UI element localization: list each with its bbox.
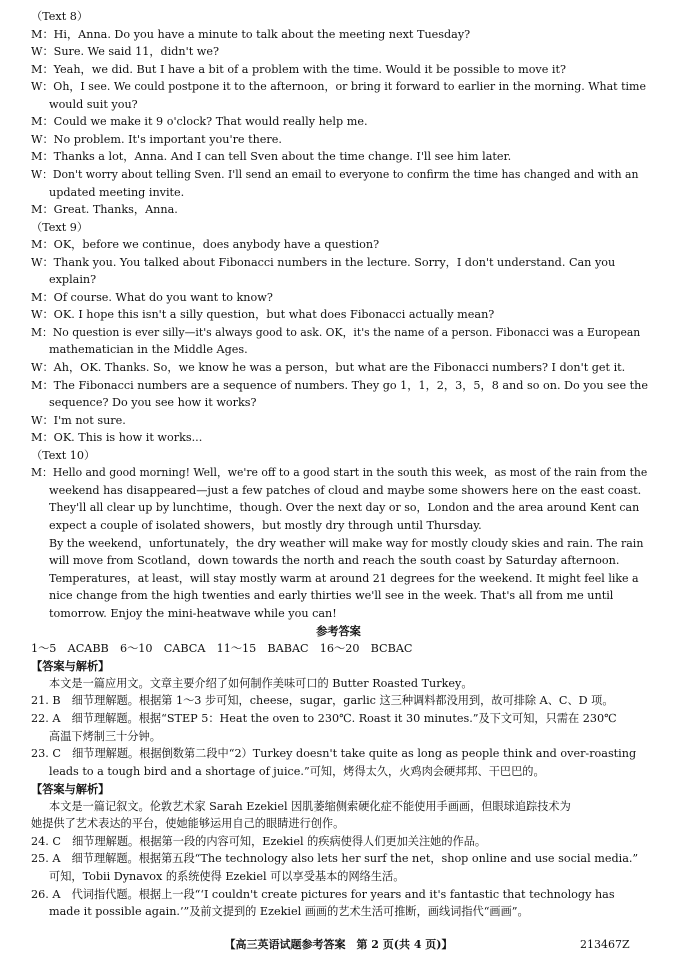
- text-line: W：Oh，I see. We could postpone it to the afternoon，or bring it forward to earlier in the morning. What time: [31, 80, 646, 94]
- text-line: 22. A 细节理解题。根据“STEP 5：Heat the oven to 230℃. Roast it 30 minutes.”及下文可知，只需在 230℃: [31, 712, 617, 725]
- text-line: They'll all clear up by lunchtime，though. Over the next day or so，London and the area around Kent can: [49, 501, 640, 515]
- text-line: W：Sure. We said 11，didn't we?: [31, 45, 219, 59]
- text-line: W：Don't worry about telling Sven. I'll send an email to everyone to confirm the time has changed and with an: [31, 167, 639, 181]
- page-footer: 【高三英语试题参考答案 第 2 页(共 4 页)】: [224, 938, 453, 951]
- text-line: 23. C 细节理解题。根据倒数第二段中“2）Turkey doesn't take quite as long as people think and over-roasting: [31, 747, 637, 761]
- text-line: 可知，Tobii Dynavox 的系统使得 Ezekiel 可以享受基本的网络生活。: [49, 869, 405, 883]
- text-line: M：Could we make it 9 o'clock? That would really help me.: [31, 115, 368, 129]
- text-line: mathematician in the Middle Ages.: [49, 343, 248, 357]
- text-line: M：OK，before we continue，does anybody have a question?: [31, 238, 380, 252]
- text-line: M：Yeah，we did. But I have a bit of a problem with the time. Would it be possible to move it?: [31, 62, 566, 76]
- text-line: made it possible again.’”及前文提到的 Ezekiel 画画的艺术生活可推断，画线词指代“画画”。: [49, 905, 529, 919]
- text-line: 26. A 代词指代题。根据上一段“‘I couldn't create pictures for years and it's fantastic that technology has: [31, 887, 615, 901]
- text-line: explain?: [49, 273, 97, 287]
- text-line: W：OK. I hope this isn't a silly question，but what does Fibonacci actually mean?: [31, 308, 495, 322]
- text-line: M：Great. Thanks，Anna.: [31, 203, 178, 217]
- text-line: W：I'm not sure.: [31, 413, 126, 427]
- text-line: 【答案与解析】: [31, 659, 110, 674]
- text-line: 【答案与解析】: [31, 782, 110, 797]
- text-line: weekend has disappeared—just a few patches of cloud and maybe some showers here on the east coast.: [49, 483, 642, 497]
- text-line: will move from Scotland，down towards the north and reach the south coast by Saturday afternoon.: [49, 554, 620, 568]
- text-line: 高温下烤制三十分钟。: [49, 729, 161, 743]
- document-code: 213467Z: [580, 938, 630, 951]
- text-line: W：Ah，OK. Thanks. So，we know he was a person，but what are the Fibonacci numbers? I don't get it.: [31, 361, 626, 374]
- text-line: 她提供了艺术表达的平台，使她能够运用自己的眼睛进行创作。: [31, 817, 345, 831]
- text-line: 24. C 细节理解题。根据第一段的内容可知，Ezekiel 的疾病使得人们更加关注她的作品。: [31, 834, 487, 848]
- text-line: By the weekend，unfortunately，the dry weather will make way for mostly cloudy skies and rain. The rain: [49, 536, 644, 550]
- text-line: M：Hello and good morning! Well，we're off to a good start in the south this week，as most of the rain from the: [31, 466, 648, 480]
- text-line: 参考答案: [316, 624, 361, 639]
- text-line: W：No problem. It's important you're there.: [31, 132, 282, 146]
- text-line: Temperatures，at least，will stay mostly warm at around 21 degrees for the weekend. It might feel like a: [49, 571, 639, 585]
- text-line: M：OK. This is how it works...: [31, 431, 203, 445]
- text-line: M：The Fibonacci numbers are a sequence of numbers. They go 1，1，2，3，5，8 and so on. Do you see the: [31, 378, 649, 392]
- text-line: 本文是一篇记叙文。伦敦艺术家 Sarah Ezekiel 因肌萎缩侧索硬化症不能使用手画画，但眼球追踪技术为: [49, 799, 571, 813]
- text-line: M：Thanks a lot，Anna. And I can tell Sven about the time change. I'll see him later.: [31, 150, 512, 164]
- text-line: leads to a tough bird and a shortage of juice.”可知，烤得太久，火鸡肉会硬邦邦、干巴巴的。: [49, 764, 545, 778]
- text-line: updated meeting invite.: [49, 185, 185, 199]
- text-line: would suit you?: [49, 97, 138, 111]
- text-line: M：Hi，Anna. Do you have a minute to talk about the meeting next Tuesday?: [31, 27, 471, 41]
- text-line: M：Of course. What do you want to know?: [31, 290, 273, 304]
- text-line: nice change from the high twenties and early thirties we'll see in the week. That's all from me until: [49, 589, 614, 603]
- text-line: 21. B 细节理解题。根据第 1～3 步可知，cheese，sugar，garlic 这三种调料都没用到，故可排除 A、C、D 项。: [31, 694, 614, 708]
- text-line: （Text 9）: [31, 220, 89, 234]
- text-line: expect a couple of isolated showers，but mostly dry through until Thursday.: [49, 518, 482, 532]
- text-line: 本文是一篇应用文。文章主要介绍了如何制作美味可口的 Butter Roasted Turkey。: [49, 676, 473, 690]
- text-line: 25. A 细节理解题。根据第五段“The technology also lets her surf the net，shop online and use social media.”: [31, 852, 639, 866]
- text-line: sequence? Do you see how it works?: [49, 396, 257, 410]
- text-line: 1～5 ACABB 6～10 CABCA 11～15 BABAC 16～20 BCBAC: [31, 641, 413, 655]
- text-line: tomorrow. Enjoy the mini-heatwave while you can!: [49, 606, 337, 620]
- text-line: （Text 8）: [31, 10, 89, 23]
- text-line: W：Thank you. You talked about Fibonacci numbers in the lecture. Sorry，I don't understand. Can you: [31, 255, 616, 269]
- text-line: （Text 10）: [31, 448, 96, 462]
- text-line: M：No question is ever silly—it's always good to ask. OK，it's the name of a person. Fibonacci was a European: [31, 325, 641, 339]
